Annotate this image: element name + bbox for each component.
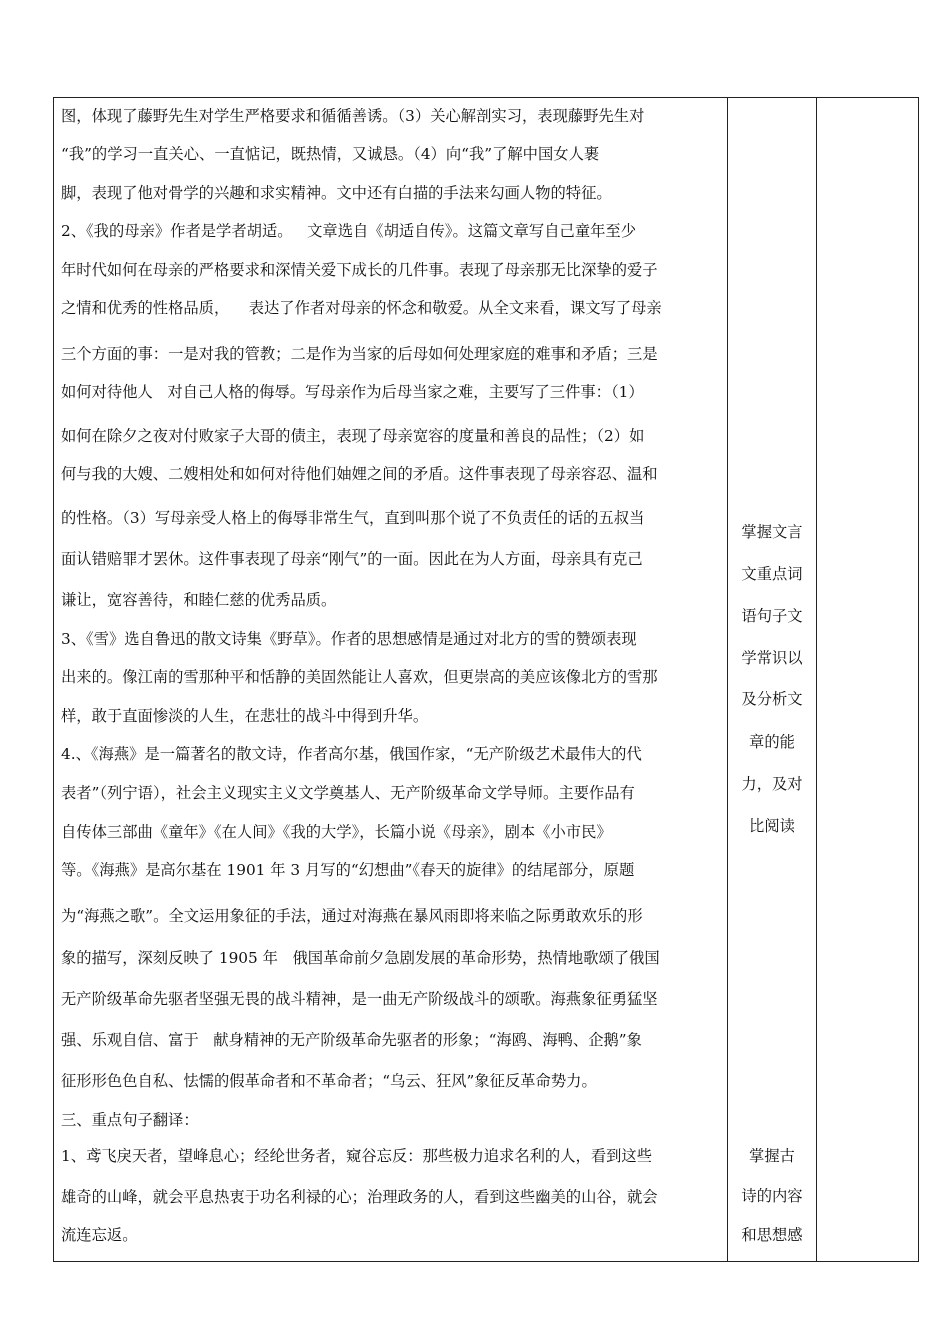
text-line: 如何对待他人 对自己人格的侮辱。写母亲作为后母当家之难，主要写了三件事：（1） — [61, 383, 644, 401]
text-line: 出来的。像江南的雪那种平和恬静的美固然能让人喜欢，但更崇高的美应该像北方的雪那 — [61, 668, 658, 686]
column-divider — [816, 98, 817, 1261]
text-line: 谦让，宽容善待，和睦仁慈的优秀品质。 — [61, 591, 337, 609]
text-line: 为“海燕之歌”。全文运用象征的手法，通过对海燕在暴风雨即将来临之际勇敢欢乐的形 — [61, 907, 643, 925]
objective-line: 及分析文 — [741, 690, 803, 708]
text-line: 3、《雪》选自鲁迅的散文诗集《野草》。作者的思想感情是通过对北方的雪的赞颂表现 — [61, 630, 637, 648]
column-divider — [727, 98, 728, 1261]
objective-line: 文重点词 — [741, 565, 803, 583]
objective-line: 掌握文言 — [741, 523, 803, 541]
text-line: 强、乐观自信、富于 献身精神的无产阶级革命先驱者的形象；“海鸥、海鸭、企鹅”象 — [61, 1031, 642, 1049]
text-line: 雄奇的山峰，就会平息热衷于功名利禄的心；治理政务的人，看到这些幽美的山谷，就会 — [61, 1188, 658, 1206]
objective-line: 掌握古 — [749, 1147, 795, 1165]
text-line: 年时代如何在母亲的严格要求和深情关爱下成长的几件事。表现了母亲那无比深挚的爱子 — [61, 261, 658, 279]
objective-line: 比阅读 — [749, 817, 795, 835]
objective-line: 学常识以 — [741, 649, 803, 667]
objective-line: 语句子文 — [741, 607, 803, 625]
objective-line: 和思想感 — [741, 1226, 803, 1244]
text-line: 何与我的大嫂、二嫂相处和如何对待他们妯娌之间的矛盾。这件事表现了母亲容忍、温和 — [61, 465, 658, 483]
text-line: 等。《海燕》是高尔基在 1901 年 3 月写的“幻想曲”《春天的旋律》的结尾部分，原题 — [61, 861, 635, 879]
text-line: 样，敢于直面惨淡的人生，在悲壮的战斗中得到升华。 — [61, 707, 429, 725]
objective-line: 力，及对 — [741, 775, 803, 793]
text-line: 1、鸢飞戾天者，望峰息心；经纶世务者，窥谷忘反：那些极力追求名利的人，看到这些 — [61, 1147, 653, 1165]
text-line: 面认错赔罪才罢休。这件事表现了母亲“刚气”的一面。因此在为人方面，母亲具有克己 — [61, 550, 643, 568]
text-line: 三、重点句子翻译： — [61, 1111, 199, 1129]
text-line: 表者”（列宁语），社会主义现实主义文学奠基人、无产阶级革命文学导师。主要作品有 — [61, 784, 635, 802]
text-line: 象的描写，深刻反映了 1905 年 俄国革命前夕急剧发展的革命形势，热情地歌颂了俄国 — [61, 949, 660, 967]
lesson-table — [53, 97, 919, 1262]
objective-line: 诗的内容 — [741, 1187, 803, 1205]
text-line: “我”的学习一直关心、一直惦记，既热情，又诚恳。（4）向“我”了解中国女人裹 — [61, 145, 600, 163]
text-line: 之情和优秀的性格品质， 表达了作者对母亲的怀念和敬爱。从全文来看，课文写了母亲 — [61, 299, 662, 317]
text-line: 自传体三部曲《童年》《在人间》《我的大学》，长篇小说《母亲》，剧本《小市民》 — [61, 823, 612, 841]
text-line: 图，体现了藤野先生对学生严格要求和循循善诱。（3）关心解剖实习，表现藤野先生对 — [61, 107, 645, 125]
text-line: 无产阶级革命先驱者坚强无畏的战斗精神，是一曲无产阶级战斗的颂歌。海燕象征勇猛坚 — [61, 990, 658, 1008]
text-line: 征形形色色自私、怯懦的假革命者和不革命者；“乌云、狂风”象征反革命势力。 — [61, 1072, 597, 1090]
text-line: 三个方面的事：一是对我的管教；二是作为当家的后母如何处理家庭的难事和矛盾；三是 — [61, 345, 658, 363]
text-line: 2、《我的母亲》作者是学者胡适。 文章选自《胡适自传》。这篇文章写自己童年至少 — [61, 222, 637, 240]
text-line: 脚，表现了他对骨学的兴趣和求实精神。文中还有白描的手法来勾画人物的特征。 — [61, 184, 612, 202]
text-line: 流连忘返。 — [61, 1226, 138, 1244]
text-line: 的性格。（3）写母亲受人格上的侮辱非常生气，直到叫那个说了不负责任的话的五叔当 — [61, 509, 645, 527]
text-line: 如何在除夕之夜对付败家子大哥的债主，表现了母亲宽容的度量和善良的品性；（2）如 — [61, 427, 645, 445]
objective-line: 章的能 — [749, 733, 795, 751]
text-line: 4.、《海燕》是一篇著名的散文诗，作者高尔基，俄国作家，“无产阶级艺术最伟大的代 — [61, 745, 642, 763]
